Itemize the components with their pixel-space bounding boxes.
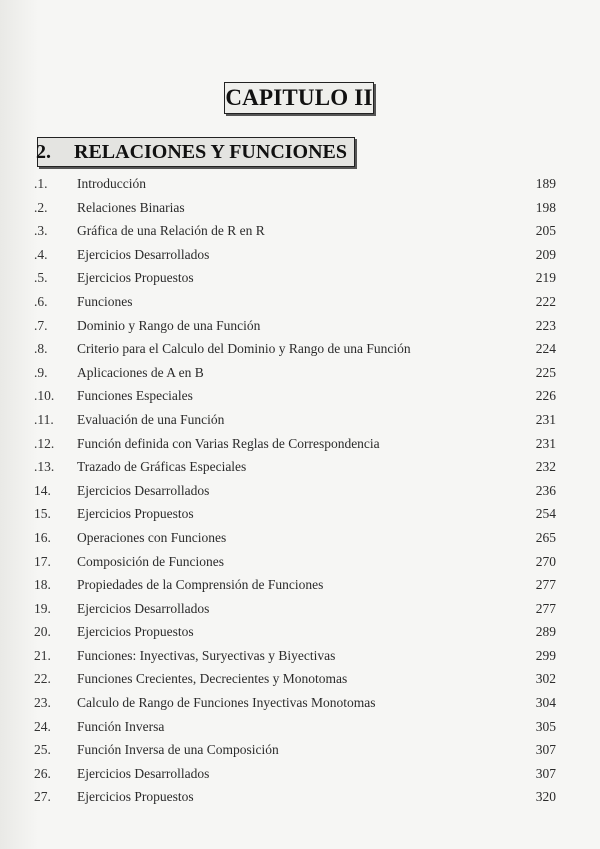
toc-row xyxy=(0,314,600,338)
toc-entry-page: 231 xyxy=(535,435,556,451)
toc-entry-title: Gráfica de una Relación de R en R xyxy=(77,223,265,239)
toc-entry-number: .10. xyxy=(34,388,55,404)
toc-entry-page: 270 xyxy=(535,553,556,569)
toc-entry-page: 307 xyxy=(535,742,556,758)
toc-entry-title: Funciones Especiales xyxy=(77,388,193,404)
toc-entry-number: 26. xyxy=(34,765,51,781)
toc-entry-title: Función Inversa de una Composición xyxy=(77,742,279,758)
toc-row xyxy=(0,738,600,762)
toc-entry-title: Funciones Crecientes, Decrecientes y Monotomas xyxy=(77,671,348,687)
toc-row xyxy=(0,620,600,644)
toc-entry-page: 223 xyxy=(535,317,556,333)
toc-entry-page: 320 xyxy=(535,789,556,805)
toc-entry-page: 254 xyxy=(535,506,556,522)
toc-entry-title: Funciones: Inyectivas, Suryectivas y Biyectivas xyxy=(77,647,336,663)
toc-entry-title: Introducción xyxy=(77,176,146,191)
section-title: RELACIONES Y FUNCIONES xyxy=(74,140,348,163)
toc-entry-page: 302 xyxy=(535,671,556,687)
toc-entry-number: .4. xyxy=(34,246,48,262)
toc-entry-page: 224 xyxy=(535,341,556,357)
toc-entry-title: Dominio y Rango de una Función xyxy=(77,317,261,333)
toc-row xyxy=(0,196,600,220)
toc-entry-number: 21. xyxy=(34,647,51,663)
toc-entry-title: Ejercicios Desarrollados xyxy=(77,765,210,781)
toc-entry-number: .8. xyxy=(34,341,48,357)
toc-entry-title: Calculo de Rango de Funciones Inyectivas Monotomas xyxy=(77,695,376,711)
toc-entry-title: Ejercicios Desarrollados xyxy=(77,600,210,616)
toc-entry-page: 231 xyxy=(535,411,556,427)
toc-entry-page: 189 xyxy=(535,176,556,191)
toc-entry-page: 289 xyxy=(535,624,556,640)
toc-row xyxy=(0,691,600,715)
toc-entry-title: Ejercicios Propuestos xyxy=(77,624,194,640)
toc-entry-page: 222 xyxy=(535,293,556,309)
toc-row xyxy=(0,785,600,809)
toc-entry-number: .13. xyxy=(34,459,55,475)
toc-row xyxy=(0,573,600,597)
toc-row xyxy=(0,219,600,243)
toc-row xyxy=(0,502,600,526)
toc-entry-number: 23. xyxy=(34,695,51,711)
toc-entry-number: .3. xyxy=(34,223,48,239)
toc-entry-page: 305 xyxy=(535,718,556,734)
toc-entry-number: 14. xyxy=(34,482,51,498)
toc-entry-title: Criterio para el Calculo del Dominio y Rango de una Función xyxy=(77,341,411,357)
toc-entry-page: 304 xyxy=(535,695,556,711)
toc-entry-number: 27. xyxy=(34,789,51,805)
toc-entry-title: Relaciones Binarias xyxy=(77,199,185,215)
toc-entry-title: Operaciones con Funciones xyxy=(77,529,227,545)
toc-row xyxy=(0,644,600,668)
toc-entry-number: .6. xyxy=(34,293,48,309)
toc-row xyxy=(0,715,600,739)
toc-row xyxy=(0,455,600,479)
toc-entry-title: Evaluación de una Función xyxy=(77,411,225,427)
toc-row xyxy=(0,243,600,267)
toc-entry-page: 236 xyxy=(535,482,556,498)
toc-row xyxy=(0,762,600,786)
toc-entry-title: Ejercicios Desarrollados xyxy=(77,246,210,262)
toc-entry-number: 18. xyxy=(34,577,51,593)
toc-entry-number: .11. xyxy=(34,411,54,427)
toc-entry-number: 24. xyxy=(34,718,51,734)
toc-row xyxy=(0,597,600,621)
toc-entry-page: 205 xyxy=(535,223,556,239)
toc-entry-page: 299 xyxy=(535,647,556,663)
toc-entry-number: 16. xyxy=(34,529,51,545)
toc-entry-page: 277 xyxy=(535,600,556,616)
toc-entry-page: 232 xyxy=(535,459,556,475)
table-of-contents xyxy=(0,172,600,809)
toc-entry-page: 277 xyxy=(535,577,556,593)
toc-entry-page: 307 xyxy=(535,765,556,781)
toc-row xyxy=(0,526,600,550)
toc-row xyxy=(0,550,600,574)
toc-entry-title: Ejercicios Propuestos xyxy=(77,270,194,286)
toc-entry-page: 219 xyxy=(535,270,556,286)
toc-entry-page: 198 xyxy=(535,199,556,215)
toc-entry-number: 17. xyxy=(34,553,51,569)
toc-entry-page: 209 xyxy=(535,246,556,262)
toc-entry-page: 225 xyxy=(535,364,556,380)
toc-row xyxy=(0,408,600,432)
toc-entry-number: 25. xyxy=(34,742,51,758)
chapter-title: CAPITULO II xyxy=(225,85,373,110)
toc-row xyxy=(0,432,600,456)
toc-entry-number: 20. xyxy=(34,624,51,640)
toc-row xyxy=(0,337,600,361)
toc-entry-page: 226 xyxy=(535,388,556,404)
section-heading-bar xyxy=(37,137,355,167)
toc-entry-title: Funciones xyxy=(77,293,133,309)
toc-entry-number: .9. xyxy=(34,364,48,380)
toc-entry-number: .2. xyxy=(34,199,48,215)
toc-entry-title: Ejercicios Propuestos xyxy=(77,506,194,522)
toc-entry-number: 19. xyxy=(34,600,51,616)
toc-row xyxy=(0,667,600,691)
toc-row xyxy=(0,290,600,314)
toc-entry-title: Trazado de Gráficas Especiales xyxy=(77,459,247,475)
toc-row xyxy=(0,384,600,408)
toc-entry-number: 22. xyxy=(34,671,51,687)
toc-row xyxy=(0,361,600,385)
toc-row xyxy=(0,479,600,503)
toc-entry-number: .5. xyxy=(34,270,48,286)
toc-entry-title: Propiedades de la Comprensión de Funciones xyxy=(77,577,324,593)
toc-entry-title: Ejercicios Desarrollados xyxy=(77,482,210,498)
toc-entry-number: 15. xyxy=(34,506,51,522)
toc-row xyxy=(0,172,600,196)
toc-entry-number: .7. xyxy=(34,317,48,333)
chapter-heading-box xyxy=(224,82,374,114)
toc-entry-number: .1. xyxy=(34,176,48,191)
toc-entry-title: Función definida con Varias Reglas de Correspondencia xyxy=(77,435,380,451)
toc-entry-title: Ejercicios Propuestos xyxy=(77,789,194,805)
toc-entry-page: 265 xyxy=(535,529,556,545)
toc-row xyxy=(0,266,600,290)
toc-entry-title: Composición de Funciones xyxy=(77,553,224,569)
toc-entry-title: Aplicaciones de A en B xyxy=(77,364,204,380)
toc-entry-title: Función Inversa xyxy=(77,718,165,734)
section-number: 2. xyxy=(36,140,51,163)
toc-entry-number: .12. xyxy=(34,435,55,451)
